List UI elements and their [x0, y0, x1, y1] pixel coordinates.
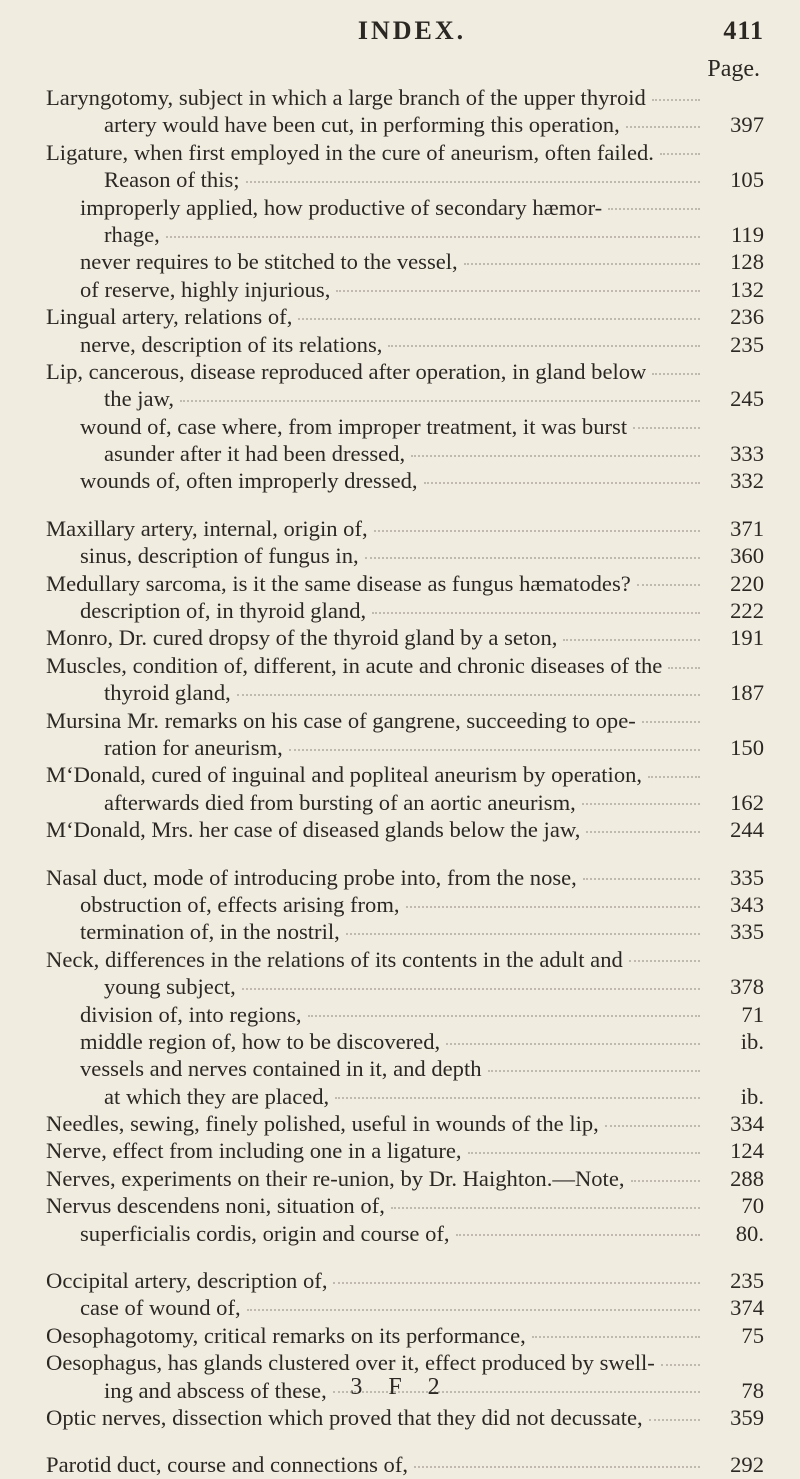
index-entry: Lip, cancerous, disease reproduced after operation, in gland below — [46, 358, 764, 385]
index-entries — [46, 84, 764, 1479]
index-entry: Optic nerves, dissection which proved that they did not decussate, 359 — [46, 1404, 764, 1430]
index-entry: M‘Donald, cured of inguinal and popliteal aneurism by operation, — [46, 761, 764, 788]
index-entry: Lingual artery, relations of, 236 — [46, 304, 764, 330]
running-head-title: INDEX. — [357, 16, 467, 45]
index-entry: ing and abscess of these, 78 — [104, 1377, 764, 1403]
index-entry: Reason of this; 105 — [104, 167, 764, 193]
index-entry: Needles, sewing, finely polished, useful in wounds of the lip, 334 — [46, 1111, 764, 1137]
index-entry: never requires to be stitched to the vessel, 128 — [80, 249, 764, 275]
index-entry: superficialis cordis, origin and course of, 80. — [80, 1220, 764, 1246]
index-entry: wounds of, often improperly dressed, 332 — [80, 468, 764, 494]
index-entry: artery would have been cut, in performing this operation, 397 — [104, 112, 764, 138]
index-entry: Ligature, when first employed in the cure of aneurism, often failed. — [46, 139, 764, 166]
index-entry: young subject, 378 — [104, 974, 764, 1000]
index-entry: improperly applied, how productive of secondary hæmor- — [46, 194, 764, 221]
page-column-heading: Page. — [707, 56, 760, 82]
index-entry: sinus, description of fungus in, 360 — [80, 543, 764, 569]
index-entry: Monro, Dr. cured dropsy of the thyroid gland by a seton, 191 — [46, 625, 764, 651]
index-entry: Maxillary artery, internal, origin of, 371 — [46, 515, 764, 541]
index-entry: Laryngotomy, subject in which a large branch of the upper thyroid — [46, 84, 764, 111]
index-entry: M‘Donald, Mrs. her case of diseased glands below the jaw, 244 — [46, 817, 764, 843]
index-entry: of reserve, highly injurious, 132 — [80, 276, 764, 302]
index-entry: Oesophagotomy, critical remarks on its performance, 75 — [46, 1322, 764, 1348]
index-entry: Occipital artery, description of, 235 — [46, 1268, 764, 1294]
index-entry: Nerve, effect from including one in a ligature, 124 — [46, 1138, 764, 1164]
index-entry: case of wound of, 374 — [80, 1295, 764, 1321]
index-entry: thyroid gland, 187 — [104, 680, 764, 706]
index-entry: at which they are placed, ib. — [104, 1083, 764, 1109]
signature-mark: 3 F 2 — [350, 1374, 450, 1400]
index-entry: Muscles, condition of, different, in acute and chronic diseases of the — [46, 652, 764, 679]
index-entry: Oesophagus, has glands clustered over it, effect produced by swell- — [46, 1349, 764, 1376]
index-entry: wound of, case where, from improper treatment, it was burst — [46, 413, 764, 440]
index-entry: Neck, differences in the relations of its contents in the adult and — [46, 946, 764, 973]
index-entry: Nasal duct, mode of introducing probe into, from the nose, 335 — [46, 864, 764, 890]
index-entry: afterwards died from bursting of an aortic aneurism, 162 — [104, 789, 764, 815]
page-number: 411 — [723, 16, 764, 45]
index-entry: vessels and nerves contained in it, and depth — [46, 1055, 764, 1082]
index-entry: the jaw, 245 — [104, 386, 764, 412]
index-entry: obstruction of, effects arising from, 343 — [80, 891, 764, 917]
index-entry: nerve, description of its relations, 235 — [80, 331, 764, 357]
index-entry: Mursina Mr. remarks on his case of gangrene, succeeding to ope- — [46, 707, 764, 734]
index-entry: Medullary sarcoma, is it the same disease as fungus hæmatodes? 220 — [46, 570, 764, 596]
index-entry: division of, into regions, 71 — [80, 1001, 764, 1027]
index-entry: Nervus descendens noni, situation of, 70 — [46, 1193, 764, 1219]
index-entry: middle region of, how to be discovered, ib. — [80, 1028, 764, 1054]
index-entry: asunder after it had been dressed, 333 — [104, 441, 764, 467]
index-entry: Nerves, experiments on their re-union, by Dr. Haighton.—Note, 288 — [46, 1165, 764, 1191]
index-entry: ration for aneurism, 150 — [104, 734, 764, 760]
index-entry: termination of, in the nostril, 335 — [80, 919, 764, 945]
running-head — [60, 16, 764, 52]
index-entry: description of, in thyroid gland, 222 — [80, 598, 764, 624]
index-entry: Parotid duct, course and connections of, 292 — [46, 1452, 764, 1478]
index-entry: rhage, 119 — [104, 221, 764, 247]
